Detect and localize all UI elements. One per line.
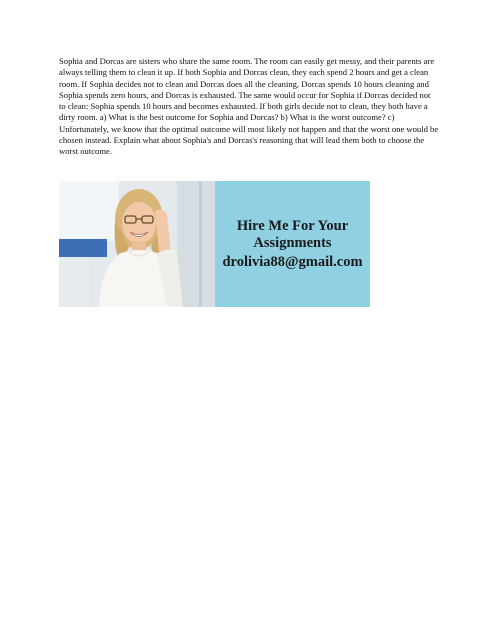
ad-headline-line-1: Hire Me For Your	[236, 217, 349, 234]
question-paragraph: Sophia and Dorcas are sisters who share the same room. The room can easily get messy, and their parents are always telling them to clean it up. If both Sophia and Dorcas clean, they each spend 2 hours and get a clean room. If Sophia decides not to clean and Dorcas does all the cleaning, Dorcas spends 10 hours cleaning and Sophia spends zero hours, and Dorcas is exhausted. The same would occur for Sophia if Dorcas decided not to clean: Sophia spends 10 hours and becomes exhausted. If both girls decide not to clean, they both have a dirty room. a) What is the best outcome for Sophia and Dorcas? b) What is the worst outcome? c) Unfortunately, we know that the optimal outcome will most likely not happen and that the worst one would be chosen instead. Explain what about Sophia's and Dorcas's reasoning that will lead them both to choose the worst outcome.	[59, 56, 439, 157]
ad-headline-line-2: Assignments	[253, 234, 332, 251]
ad-text-block	[215, 181, 370, 307]
advertisement-banner[interactable]	[59, 181, 370, 307]
ad-email-link[interactable]: drolivia88@gmail.com	[222, 253, 363, 270]
woman-photo	[59, 181, 215, 307]
